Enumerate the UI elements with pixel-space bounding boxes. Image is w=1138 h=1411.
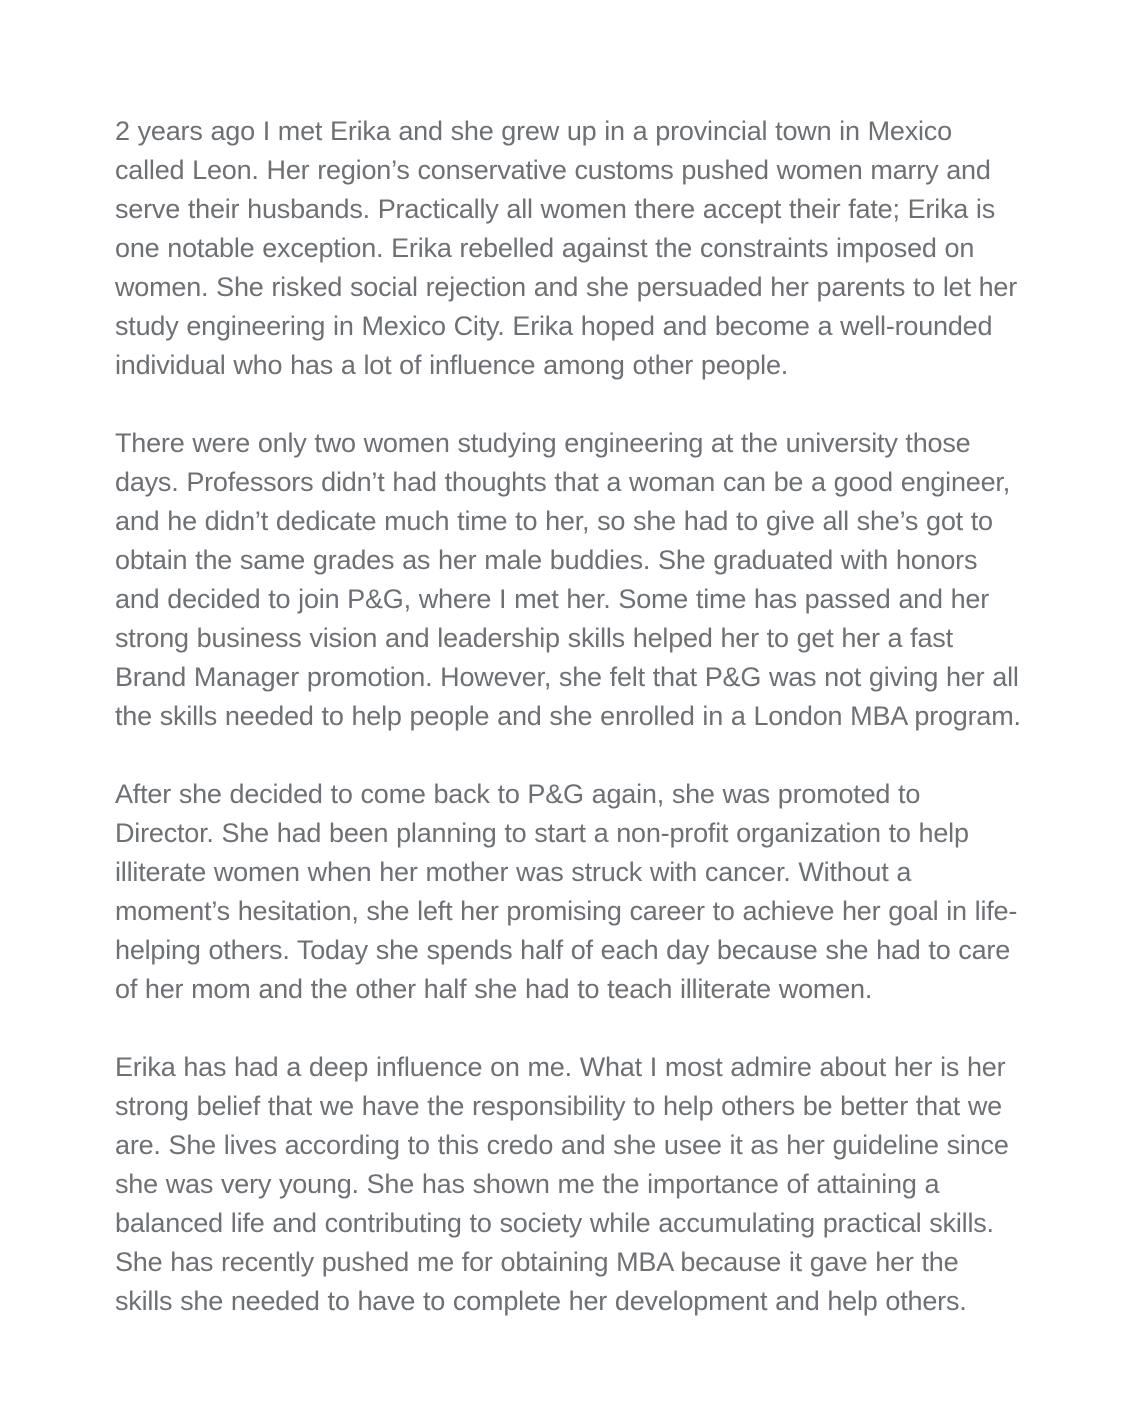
document-text-body [115,112,1023,1321]
paragraph-1: 2 years ago I met Erika and she grew up in a provincial town in Mexico called Leon. Her region’s conservative customs pushed women marry and serve their husbands. Practically all women there accept their fate; Erika is one notable exception. Erika rebelled against the constraints imposed on women. She risked social rejection and she persuaded her parents to let her study engineering in Mexico City. Erika hoped and become a well-rounded individual who has a lot of influence among other people. [115,116,1018,380]
paragraph-3: After she decided to come back to P&G again, she was promoted to Director. She had been planning to start a non-profit organization to help illiterate women when her mother was struck with cancer. Without a moment’s hesitation, she left her promising career to achieve her goal in life- helping others. Today she spends half of each day because she had to care of her mom and the other half she had to teach illiterate women. [115,779,1018,1004]
paragraph-2: There were only two women studying engineering at the university those days. Professors didn’t had thoughts that a woman can be a good engineer, and he didn’t dedicate much time to her, so she had to give all she’s got to obtain the same grades as her male buddies. She graduated with honors and decided to join P&G, where I met her. Some time has passed and her strong business vision and leadership skills helped her to get her a fast Brand Manager promotion. However, she felt that P&G was not giving her all the skills needed to help people and she enrolled in a London MBA program. [115,428,1021,731]
paragraph-4: Erika has had a deep influence on me. What I most admire about her is her strong belief that we have the responsibility to help others be better that we are. She lives according to this credo and she usee it as her guideline since she was very young. She has shown me the importance of attaining a balanced life and contributing to society while accumulating practical skills. She has recently pushed me for obtaining MBA because it gave her the skills she needed to have to complete her development and help others. [115,1052,1009,1316]
